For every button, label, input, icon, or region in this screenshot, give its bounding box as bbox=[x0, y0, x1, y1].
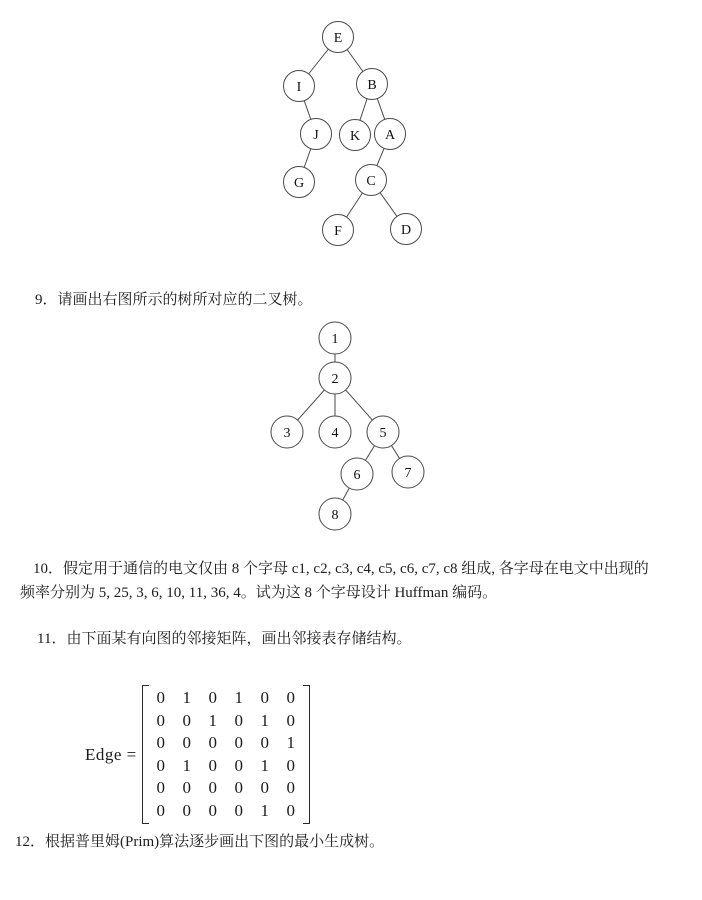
matrix-cell: 0 bbox=[286, 755, 296, 775]
tree-node bbox=[284, 71, 315, 102]
matrix-cell: 0 bbox=[234, 710, 244, 730]
tree-node-label: 2 bbox=[331, 371, 339, 387]
matrix-cell: 0 bbox=[156, 733, 166, 753]
tree-node bbox=[356, 165, 387, 196]
tree-node-label: F bbox=[334, 223, 342, 239]
tree-node bbox=[319, 362, 351, 394]
adjacency-matrix bbox=[142, 685, 310, 824]
matrix-cell: 0 bbox=[208, 733, 218, 753]
tree-node bbox=[319, 322, 351, 354]
matrix-cell: 0 bbox=[156, 688, 166, 708]
matrix-cell: 0 bbox=[234, 755, 244, 775]
tree-node-label: E bbox=[333, 30, 343, 46]
tree-node bbox=[323, 22, 354, 53]
question-10-text-line1: 10．假定用于通信的电文仅由 8 个字母 c1, c2, c3, c4, c5, c6, c7, c8 组成, 各字母在电文中出现的 bbox=[33, 561, 649, 577]
tree-node bbox=[392, 456, 424, 488]
matrix-cell: 0 bbox=[156, 755, 166, 775]
matrix-cell: 0 bbox=[156, 778, 166, 798]
question-11-text: 11．由下面某有向图的邻接矩阵，画出邻接表存储结构。 bbox=[37, 631, 412, 647]
tree-node-label: 1 bbox=[331, 331, 339, 347]
tree-node bbox=[367, 416, 399, 448]
general-tree-nodes bbox=[271, 322, 424, 530]
tree-node bbox=[301, 119, 332, 150]
tree-node bbox=[319, 498, 351, 530]
question-12-text: 12．根据普里姆(Prim)算法逐步画出下图的最小生成树。 bbox=[15, 834, 385, 850]
matrix-cell: 1 bbox=[260, 755, 270, 775]
matrix-cell: 0 bbox=[260, 733, 270, 753]
matrix-cell: 0 bbox=[182, 778, 192, 798]
tree-node bbox=[284, 167, 315, 198]
tree-node-label: I bbox=[296, 79, 302, 95]
tree-node-label: 8 bbox=[331, 507, 339, 523]
tree-node bbox=[375, 119, 406, 150]
question-9-text: 9．请画出右图所示的树所对应的二叉树。 bbox=[35, 292, 313, 308]
tree-node-label: 6 bbox=[353, 467, 361, 483]
tree-node bbox=[319, 416, 351, 448]
matrix-cell: 0 bbox=[208, 778, 218, 798]
tree-node-label: D bbox=[400, 222, 412, 238]
matrix-cell: 0 bbox=[234, 800, 244, 820]
matrix-cell: 1 bbox=[260, 710, 270, 730]
matrix-cell: 0 bbox=[234, 778, 244, 798]
tree-node-label: 3 bbox=[283, 425, 291, 441]
matrix-cell: 0 bbox=[208, 755, 218, 775]
tree-node bbox=[271, 416, 303, 448]
question-10-text-line2: 频率分别为 5, 25, 3, 6, 10, 11, 36, 4。试为这 8 个字母设计 Huffman 编码。 bbox=[20, 585, 498, 601]
tree-node-label: 4 bbox=[331, 425, 339, 441]
tree-node-label: J bbox=[313, 127, 319, 143]
matrix-cell: 0 bbox=[286, 800, 296, 820]
matrix-cell: 0 bbox=[182, 733, 192, 753]
matrix-cell: 0 bbox=[260, 778, 270, 798]
adjacency-matrix-equation bbox=[85, 685, 310, 824]
tree-node bbox=[341, 458, 373, 490]
tree-node-label: 5 bbox=[379, 425, 387, 441]
matrix-label: Edge = bbox=[85, 744, 137, 764]
matrix-cell: 1 bbox=[182, 688, 192, 708]
matrix-cell: 0 bbox=[286, 778, 296, 798]
matrix-cell: 1 bbox=[234, 688, 244, 708]
tree-node bbox=[357, 69, 388, 100]
matrix-cell: 0 bbox=[234, 733, 244, 753]
tree-node-label: A bbox=[384, 127, 396, 143]
tree-node-label: 7 bbox=[404, 465, 412, 481]
matrix-cell: 0 bbox=[208, 800, 218, 820]
tree-node-label: K bbox=[349, 128, 361, 144]
matrix-cell: 0 bbox=[156, 800, 166, 820]
tree-node bbox=[391, 214, 422, 245]
general-tree-figure bbox=[265, 318, 430, 535]
matrix-cell: 0 bbox=[260, 688, 270, 708]
tree-node-label: C bbox=[366, 173, 376, 189]
matrix-cell: 0 bbox=[286, 688, 296, 708]
matrix-cell: 1 bbox=[260, 800, 270, 820]
matrix-cell: 0 bbox=[286, 710, 296, 730]
matrix-cell: 0 bbox=[156, 710, 166, 730]
binary-tree-figure bbox=[275, 15, 430, 250]
matrix-cell: 1 bbox=[286, 733, 296, 753]
matrix-cell: 1 bbox=[208, 710, 218, 730]
binary-tree-nodes bbox=[284, 22, 422, 246]
matrix-cell: 0 bbox=[182, 710, 192, 730]
tree-node-label: G bbox=[293, 175, 305, 191]
matrix-cell: 0 bbox=[182, 800, 192, 820]
tree-node-label: B bbox=[367, 77, 377, 93]
matrix-cell: 0 bbox=[208, 688, 218, 708]
tree-node bbox=[340, 120, 371, 151]
tree-node bbox=[323, 215, 354, 246]
matrix-cell: 1 bbox=[182, 755, 192, 775]
